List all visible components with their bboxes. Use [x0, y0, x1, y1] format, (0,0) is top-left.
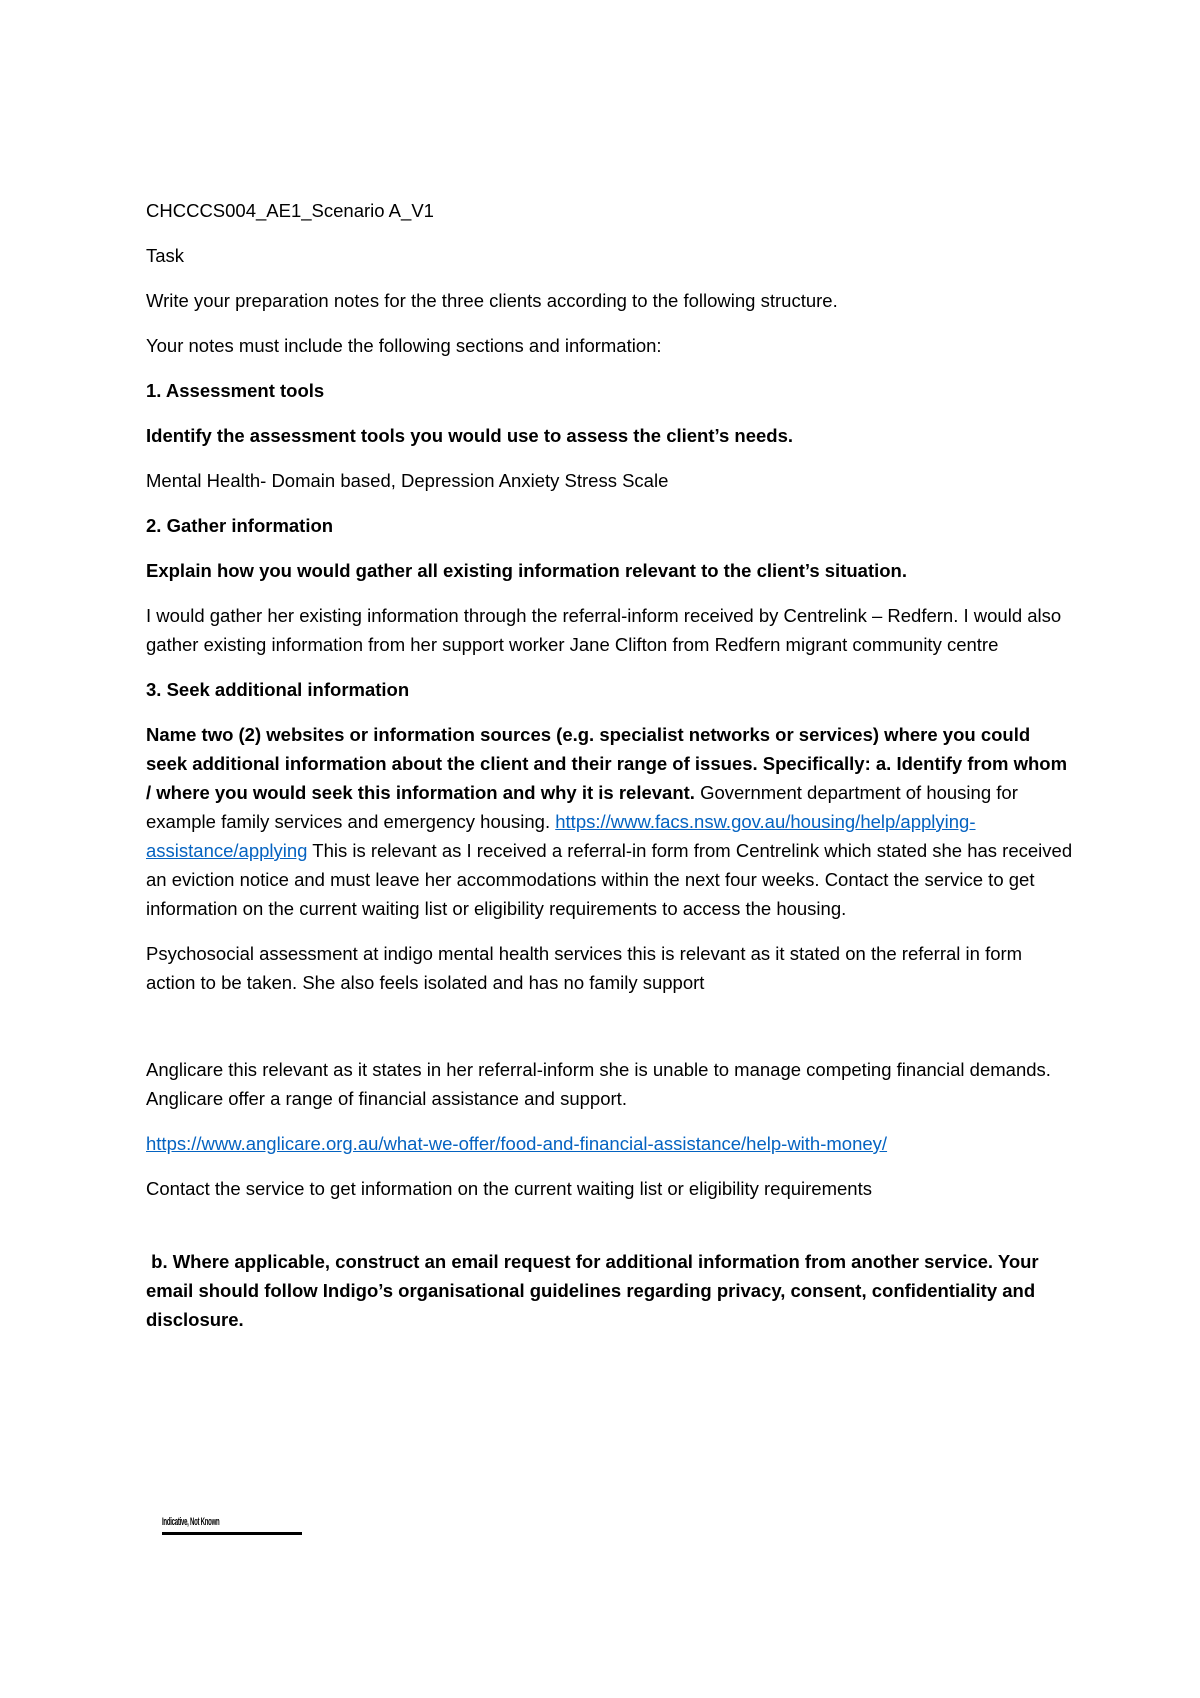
section1-answer: Mental Health- Domain based, Depression Anxiety Stress Scale — [146, 470, 669, 491]
anglicare-paragraph: Anglicare this relevant as it states in her referral-inform she is unable to manage competing financial demands. Anglicare offer a range of financial assistance and support. — [146, 1059, 1051, 1109]
part-b-instruction: b. Where applicable, construct an email request for additional information from another service. Your email should follow Indigo’s organisational guidelines regarding privacy, consent, confidentiality and disclosure. — [146, 1251, 1044, 1330]
section2-question: Explain how you would gather all existing information relevant to the client’s situation. — [146, 560, 907, 581]
section3-answer-rest: This is relevant as I received a referral-in form from Centrelink which stated she has received an eviction notice and must leave her accommodations within the next four weeks. Contact the service to get information on the current waiting list or eligibility requirements to access the housing. — [146, 840, 1073, 919]
section3-answer-intro: Government department of housing for example family services and emergency housing. — [146, 782, 1018, 832]
section3-question: Name two (2) websites or information sources (e.g. specialist networks or services) where you could seek additional information about the client and their range of issues. Specifically: a. Identify from whom / where you would seek this information and why it is relevant. — [146, 724, 1068, 803]
section2-answer: I would gather her existing information through the referral-inform received by Centrelink – Redfern. I would also gather existing information from her support worker Jane Clifton from Redfern migrant community centre — [146, 605, 1062, 655]
document-body — [146, 196, 1076, 1350]
task-heading: Task — [146, 245, 185, 266]
notes-instruction: Your notes must include the following sections and information: — [146, 335, 662, 356]
facs-housing-link[interactable]: https://www.facs.nsw.gov.au/housing/help/applying-assistance/applying — [146, 811, 976, 861]
anglicare-link-paragraph — [146, 1129, 1076, 1158]
psychosocial-paragraph: Psychosocial assessment at indigo mental health services this is relevant as it stated on the referral in form action to be taken. She also feels isolated and has no family support — [146, 943, 1023, 993]
footer-mark-text: Indicative, Not Known — [162, 1516, 220, 1528]
contact-paragraph: Contact the service to get information on the current waiting list or eligibility requirements — [146, 1178, 872, 1199]
anglicare-link[interactable]: https://www.anglicare.org.au/what-we-offer/food-and-financial-assistance/help-with-money/ — [146, 1133, 888, 1154]
section2-heading: 2. Gather information — [146, 515, 334, 536]
footer-mark — [162, 1516, 302, 1536]
task-instruction: Write your preparation notes for the three clients according to the following structure. — [146, 290, 838, 311]
footer-underline — [162, 1532, 302, 1535]
section1-heading: 1. Assessment tools — [146, 380, 325, 401]
section3-paragraph — [146, 720, 1076, 923]
section3-heading: 3. Seek additional information — [146, 679, 410, 700]
section1-question: Identify the assessment tools you would use to assess the client’s needs. — [146, 425, 794, 446]
document-code: CHCCCS004_AE1_Scenario A_V1 — [146, 200, 434, 221]
